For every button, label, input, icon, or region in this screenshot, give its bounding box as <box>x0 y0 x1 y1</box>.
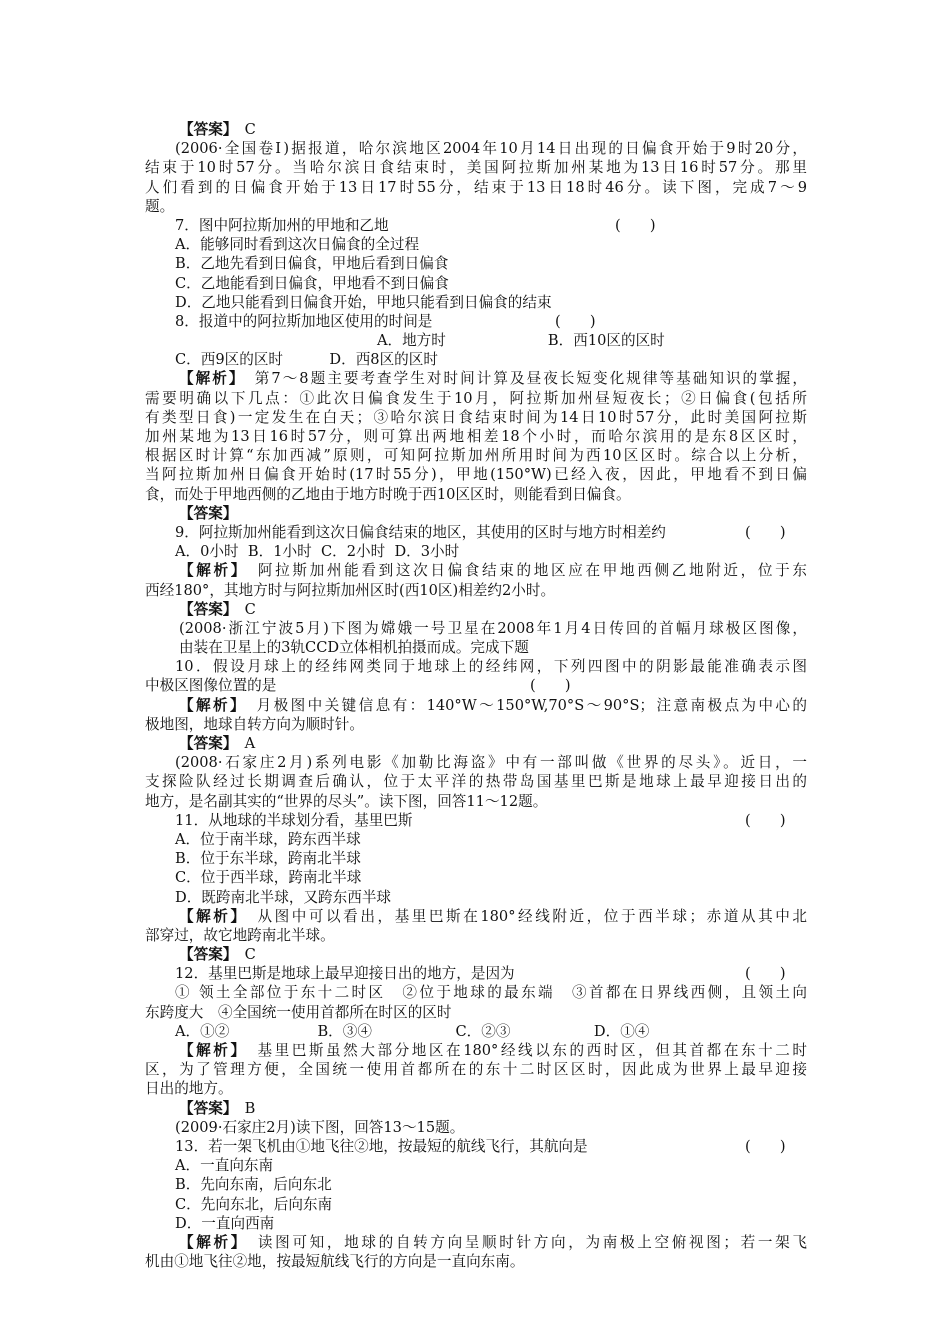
text-line <box>145 696 807 715</box>
line-text: B．位于东半球，跨南北半球 <box>175 850 361 868</box>
text-line <box>145 350 807 369</box>
text-line <box>145 964 807 983</box>
text-line <box>145 600 807 619</box>
text-line <box>145 158 807 177</box>
line-text: 地方，是名副其实的“世界的尽头”。读下图，回答11～12题。 <box>145 792 548 810</box>
section-tag: 【答案】 <box>179 735 231 752</box>
section-tag: 【解析】 <box>179 370 239 388</box>
section-tag: 【解析】 <box>179 907 241 925</box>
answer-blank: ( ) <box>615 216 656 234</box>
text-line <box>145 1099 807 1118</box>
text-line <box>145 139 807 158</box>
text-line <box>145 676 807 695</box>
line-text: D．既跨南北半球，又跨东西半球 <box>175 888 392 906</box>
line-text: C <box>230 600 256 618</box>
text-line <box>145 427 807 446</box>
text-line <box>145 1214 807 1233</box>
line-text: A．①② B．③④ C．②③ D．①④ <box>175 1022 650 1040</box>
section-tag: 【答案】 <box>179 504 238 522</box>
text-line <box>145 1041 807 1060</box>
answer-blank: ( ) <box>530 677 571 695</box>
text-line <box>145 542 807 561</box>
text-line <box>145 1175 807 1194</box>
text-line <box>145 197 807 216</box>
line-text: B．先向东南，后向东北 <box>175 1176 332 1194</box>
line-text: C <box>230 121 256 138</box>
text-line <box>145 120 807 139</box>
text-line <box>145 293 807 312</box>
text-line <box>145 312 807 331</box>
line-text: 部穿过，故它地跨南北半球。 <box>145 926 335 944</box>
section-tag: 【答案】 <box>179 946 231 964</box>
line-text: 支探险队经过长期调查后确认，位于太平洋的热带岛国基里巴斯是地球上最早迎接日出的 <box>145 773 807 791</box>
line-text: 当阿拉斯加州日偏食开始时(17时55分)，甲地(150°W)已经入夜，因此，甲地看不到日偏 <box>145 466 807 484</box>
line-text: 有类型日食)一定发生在白天；③哈尔滨日食结束时间为14日10时57分，此时美国阿拉斯 <box>145 408 807 426</box>
text-line <box>145 254 807 273</box>
text-line <box>145 657 807 676</box>
text-line <box>145 581 807 600</box>
line-text: 10．假设月球上的经纬网类同于地球上的经纬网，下列四图中的阴影最能准确表示图 <box>175 658 807 676</box>
line-text: C <box>230 946 256 964</box>
line-text: 机由①地飞往②地，按最短航线飞行的方向是一直向东南。 <box>145 1253 525 1271</box>
text-line <box>145 389 807 408</box>
section-tag: 【解析】 <box>179 1042 241 1059</box>
text-line <box>145 216 807 235</box>
line-text: C．乙地能看到日偏食，甲地看不到日偏食 <box>175 274 449 292</box>
line-text: 基里巴斯虽然大部分地区在180°经线以东的西时区，但其首都在东十二时 <box>240 1042 808 1059</box>
line-text: C．西9区的区时 D．西8区的区时 <box>175 351 438 369</box>
text-line <box>145 446 807 465</box>
line-text: 11．从地球的半球划分看，基里巴斯 <box>175 811 413 829</box>
text-line <box>145 408 807 427</box>
text-line <box>145 178 807 197</box>
text-line <box>145 369 807 388</box>
answer-blank: ( ) <box>745 965 786 983</box>
line-text: 9．阿拉斯加州能看到这次日偏食结束的地区，其使用的区时与地方时相差约 <box>175 523 666 541</box>
text-line <box>145 523 807 542</box>
line-text: 8．报道中的阿拉斯加地区使用的时间是 <box>175 312 433 330</box>
text-line <box>145 868 807 887</box>
line-text: A <box>230 735 256 752</box>
line-text: 东跨度大 ④全国统一使用首都所在时区的区时 <box>145 1003 452 1021</box>
text-line <box>145 753 807 772</box>
line-text: 读图可知，地球的自转方向呈顺时针方向，为南极上空俯视图；若一架飞 <box>240 1233 807 1251</box>
text-line <box>145 561 807 580</box>
text-line <box>145 504 807 523</box>
line-text: 根据区时计算“东加西减”原则，可知阿拉斯加州所用时间为西10区区时。综合以上分析， <box>145 447 807 465</box>
text-line <box>145 235 807 254</box>
line-text: 由装在卫星上的3轨CCD立体相机拍摄而成。完成下题 <box>179 639 529 657</box>
line-text: 从图中可以看出，基里巴斯在180°经线附近，位于西半球；赤道从其中北 <box>240 907 808 925</box>
text-line <box>145 792 807 811</box>
line-text: 日出的地方。 <box>145 1080 233 1098</box>
text-line <box>145 1252 807 1271</box>
text-line <box>145 1079 807 1098</box>
line-text: A．0小时 B．1小时 C．2小时 D．3小时 <box>175 543 460 561</box>
line-text: A．地方时 B．西10区的区时 <box>145 332 665 350</box>
text-line <box>145 830 807 849</box>
line-text: B．乙地先看到日偏食，甲地后看到日偏食 <box>175 255 449 273</box>
line-text: 12．基里巴斯是地球上最早迎接日出的地方，是因为 <box>175 965 515 983</box>
line-text: 中极区图像位置的是 <box>145 677 277 695</box>
line-text: 7．图中阿拉斯加州的甲地和乙地 <box>175 216 389 234</box>
text-line <box>145 945 807 964</box>
text-line <box>145 1022 807 1041</box>
section-tag: 【解析】 <box>179 696 240 714</box>
document-body <box>145 120 807 1271</box>
line-text: 区，为了管理方便，全国统一使用首都所在的东十二时区区时，因此成为世界上最早迎接 <box>145 1061 807 1079</box>
line-text: (2006·全国卷Ⅰ)据报道，哈尔滨地区2004年10月14日出现的日偏食开始于9时20分， <box>175 140 807 158</box>
text-line <box>145 619 807 638</box>
line-text: 第7～8题主要考查学生对时间计算及昼夜长短变化规律等基础知识的掌握， <box>238 370 807 388</box>
answer-blank: ( ) <box>745 1137 786 1155</box>
line-text: 13．若一架飞机由①地飞往②地，按最短的航线飞行，其航向是 <box>175 1137 588 1155</box>
line-text: 极地图，地球自转方向为顺时针。 <box>145 715 364 733</box>
answer-blank: ( ) <box>555 312 596 330</box>
text-line <box>145 1195 807 1214</box>
text-line <box>145 1003 807 1022</box>
line-text: (2008·石家庄2月)系列电影《加勒比海盗》中有一部叫做《世界的尽头》。近日，一 <box>175 754 807 772</box>
section-tag: 【解析】 <box>179 1233 241 1251</box>
line-text: (2009·石家庄2月)读下图，回答13～15题。 <box>175 1118 465 1136</box>
section-tag: 【解析】 <box>179 562 241 580</box>
line-text: 月极图中关键信息有：140°W～150°W,70°S～90°S；注意南极点为中心的 <box>239 696 807 714</box>
text-line <box>145 1137 807 1156</box>
line-text: 西经180°，其地方时与阿拉斯加州区时(西10区)相差约2小时。 <box>145 581 556 599</box>
text-line <box>145 734 807 753</box>
text-line <box>145 1156 807 1175</box>
text-line <box>145 485 807 504</box>
line-text: D．乙地只能看到日偏食开始，甲地只能看到日偏食的结束 <box>175 293 552 311</box>
line-text: 食，而处于甲地西侧的乙地由于地方时晚于西10区区时，则能看到日偏食。 <box>145 485 631 503</box>
text-line <box>145 1060 807 1079</box>
line-text: 阿拉斯加州能看到这次日偏食结束的地区应在甲地西侧乙地附近，位于东 <box>240 562 807 580</box>
line-text: 加州某地为13日16时57分，则可算出两地相差18个小时，而哈尔滨用的是东8区区时， <box>145 428 807 445</box>
text-line <box>145 811 807 830</box>
text-line <box>145 907 807 926</box>
text-line <box>145 638 807 657</box>
line-text: D．一直向西南 <box>175 1214 275 1232</box>
line-text: (2008·浙江宁波5月)下图为嫦娥一号卫星在2008年1月4日传回的首幅月球极区图像， <box>179 619 807 637</box>
text-line <box>145 274 807 293</box>
text-line <box>145 926 807 945</box>
line-text: C．先向东北，后向东南 <box>175 1195 333 1213</box>
text-line <box>145 849 807 868</box>
line-text: A．一直向东南 <box>175 1157 274 1175</box>
section-tag: 【答案】 <box>179 600 231 618</box>
section-tag: 【答案】 <box>179 121 231 138</box>
line-text: 人们看到的日偏食开始于13日17时55分，结束于13日18时46分。读下图，完成7～9 <box>145 178 807 196</box>
section-tag: 【答案】 <box>179 1099 231 1117</box>
answer-blank: ( ) <box>745 523 786 541</box>
text-line <box>145 465 807 484</box>
text-line <box>145 1233 807 1252</box>
line-text: C．位于西半球，跨南北半球 <box>175 869 362 887</box>
text-line <box>145 772 807 791</box>
line-text: 结束于10时57分。当哈尔滨日食结束时，美国阿拉斯加州某地为13日16时57分。那里 <box>145 159 807 177</box>
text-line <box>145 1118 807 1137</box>
line-text: ① 领土全部位于东十二时区 ②位于地球的最东端 ③首都在日界线西侧，且领土向 <box>175 984 807 1002</box>
text-line <box>145 983 807 1002</box>
text-line <box>145 715 807 734</box>
answer-blank: ( ) <box>745 811 786 829</box>
text-line <box>145 888 807 907</box>
line-text: A．位于南半球，跨东西半球 <box>175 830 361 848</box>
line-text: B <box>230 1099 256 1117</box>
line-text: 需要明确以下几点：①此次日偏食发生于10月，阿拉斯加州昼短夜长；②日偏食(包括所 <box>145 389 807 407</box>
line-text: A．能够同时看到这次日偏食的全过程 <box>175 236 420 254</box>
text-line <box>145 331 807 350</box>
line-text: 题。 <box>145 197 175 215</box>
